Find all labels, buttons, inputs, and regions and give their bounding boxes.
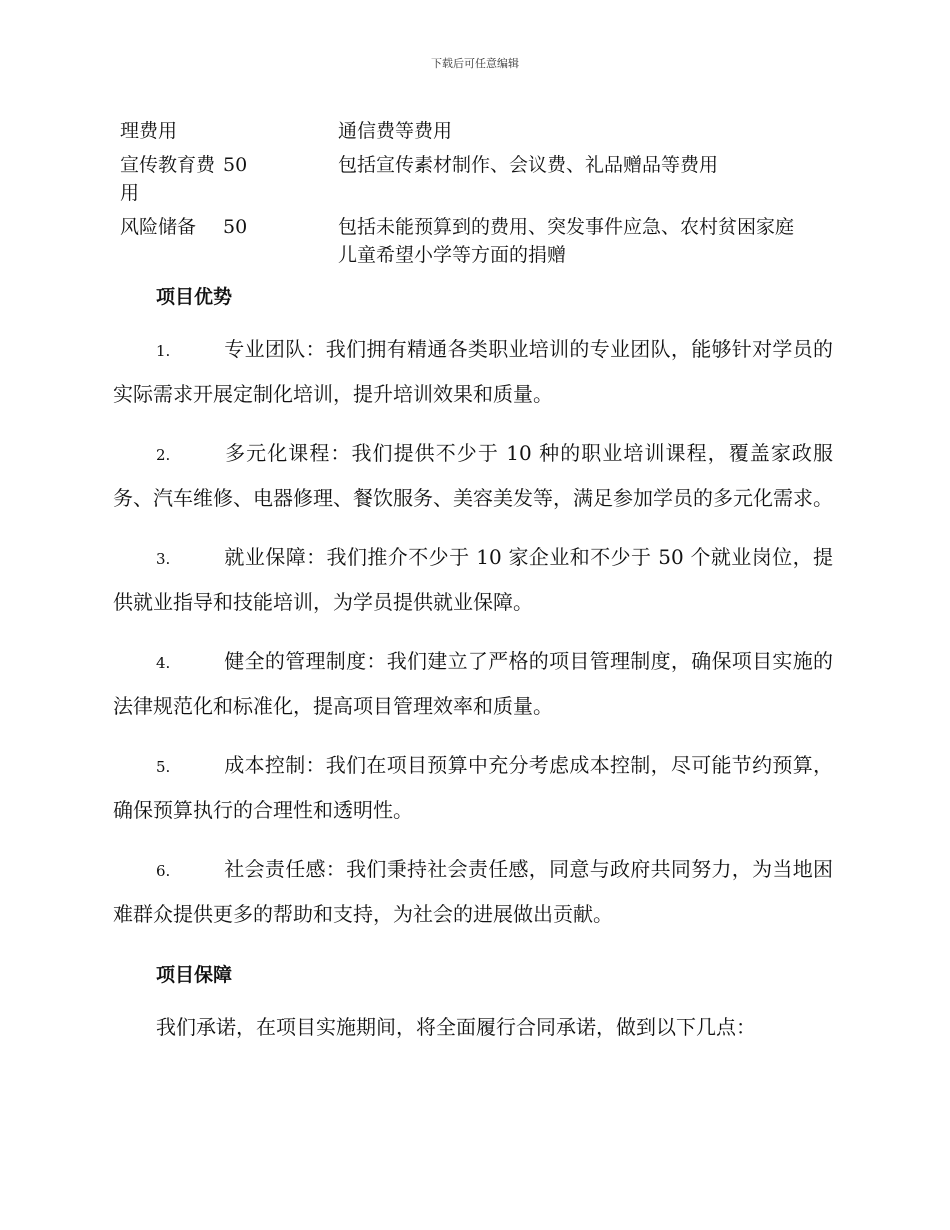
- budget-amount: [223, 117, 338, 145]
- budget-row: [120, 117, 820, 145]
- budget-table: [120, 117, 820, 275]
- item-text: 成本控制：我们在项目预算中充分考虑成本控制，尽可能节约预算，确保预算执行的合理性和透明性。: [113, 753, 833, 822]
- advantage-item: [113, 848, 833, 936]
- budget-amount: 50: [223, 216, 248, 238]
- header-note: 下载后可任意编辑: [431, 57, 519, 70]
- budget-row: [120, 213, 820, 269]
- budget-desc: 通信费等费用: [338, 120, 453, 142]
- advantage-item: [113, 640, 833, 728]
- advantage-item: [113, 536, 833, 624]
- item-number: 2.: [156, 446, 171, 464]
- item-text: 多元化课程：我们提供不少于 10 种的职业培训课程，覆盖家政服务、汽车维修、电器修理、餐饮服务、美容美发等，满足参加学员的多元化需求。: [113, 441, 833, 510]
- advantage-item: [113, 328, 833, 416]
- item-number: 5.: [156, 758, 171, 776]
- budget-row: [120, 151, 820, 207]
- item-text: 健全的管理制度：我们建立了严格的项目管理制度，确保项目实施的法律规范化和标准化，提高项目管理效率和质量。: [113, 649, 833, 718]
- item-text: 专业团队：我们拥有精通各类职业培训的专业团队，能够针对学员的实际需求开展定制化培训，提升培训效果和质量。: [113, 337, 833, 406]
- item-number: 6.: [156, 862, 171, 880]
- budget-desc: 包括未能预算到的费用、突发事件应急、农村贫困家庭儿童希望小学等方面的捐赠: [338, 216, 795, 266]
- budget-item: 宣传教育费用: [120, 154, 216, 204]
- item-number: 1.: [156, 342, 171, 360]
- item-text: 社会责任感：我们秉持社会责任感，同意与政府共同努力，为当地困难群众提供更多的帮助和支持，为社会的进展做出贡献。: [113, 857, 833, 926]
- guarantee-intro: 我们承诺，在项目实施期间，将全面履行合同承诺，做到以下几点：: [156, 1015, 756, 1039]
- budget-amount: 50: [223, 154, 248, 176]
- item-number: 3.: [156, 550, 171, 568]
- advantages-title: 项目优势: [156, 286, 233, 308]
- main-content: [113, 282, 833, 1049]
- budget-item: 理费用: [120, 120, 178, 142]
- budget-item: 风险储备: [120, 216, 197, 238]
- item-number: 4.: [156, 654, 171, 672]
- item-text: 就业保障：我们推介不少于 10 家企业和不少于 50 个就业岗位，提供就业指导和技能培训，为学员提供就业保障。: [113, 545, 833, 614]
- guarantee-title: 项目保障: [156, 964, 233, 986]
- advantage-item: [113, 744, 833, 832]
- budget-desc: 包括宣传素材制作、会议费、礼品赠品等费用: [338, 154, 719, 176]
- advantage-item: [113, 432, 833, 520]
